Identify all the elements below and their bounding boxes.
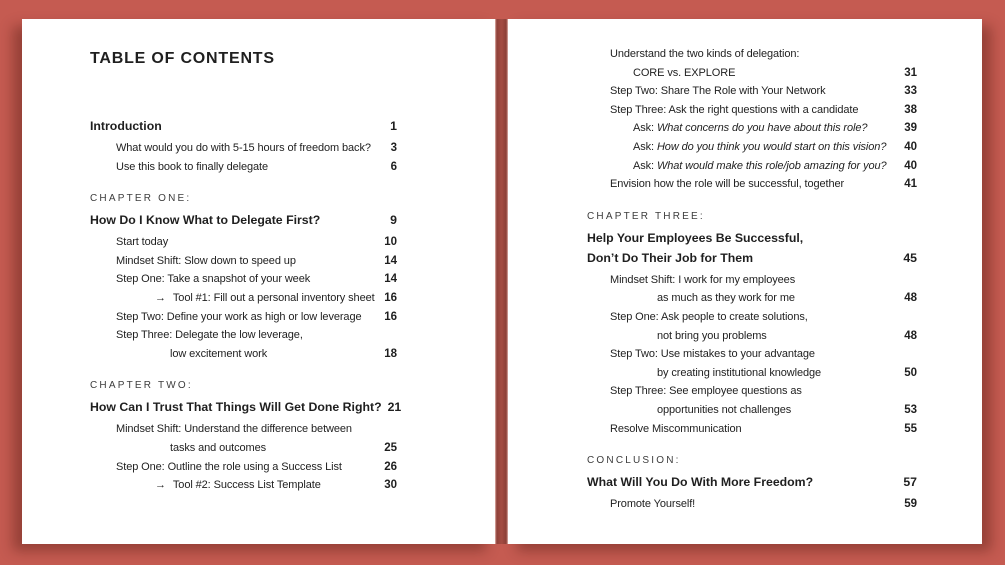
toc-entry-text bbox=[116, 139, 371, 158]
toc-entry-label: CHAPTER THREE: bbox=[587, 210, 705, 222]
toc-entry-text bbox=[633, 64, 735, 83]
toc-entry bbox=[90, 252, 397, 271]
toc-entry bbox=[587, 472, 917, 492]
toc-entry-label: Use this book to finally delegate bbox=[116, 160, 269, 173]
toc-entry-label: What Will You Do With More Freedom? bbox=[587, 475, 814, 490]
toc-entry-label: Resolve Miscommunication bbox=[610, 422, 742, 435]
toc-page-number: 10 bbox=[384, 236, 397, 249]
toc-page-right bbox=[508, 19, 982, 544]
toc-entry bbox=[587, 101, 917, 120]
toc-entry-label: Don’t Do Their Job for Them bbox=[587, 250, 754, 265]
toc-entry-text bbox=[90, 376, 193, 395]
toc-entry bbox=[587, 45, 917, 64]
toc-entry bbox=[587, 364, 917, 383]
toc-entry bbox=[90, 139, 397, 158]
toc-entry bbox=[587, 345, 917, 364]
toc-entry-label: What concerns do you have about this role? bbox=[656, 122, 868, 135]
toc-entry-text bbox=[90, 116, 162, 136]
toc-entry-text bbox=[90, 189, 191, 208]
toc-page-number: 50 bbox=[904, 366, 917, 379]
toc-entry-text bbox=[610, 495, 695, 514]
toc-entry-text bbox=[633, 119, 867, 138]
toc-entry bbox=[90, 439, 397, 458]
toc-entry-text bbox=[610, 345, 815, 364]
toc-entry-text bbox=[610, 420, 741, 439]
toc-entry-label: Envision how the role will be successful, together bbox=[610, 178, 845, 191]
toc-entry-label: Start today bbox=[116, 236, 169, 249]
toc-entry-label: Mindset Shift: Slow down to speed up bbox=[116, 254, 296, 267]
toc-page-number: 33 bbox=[904, 85, 917, 98]
toc-page-number: 48 bbox=[904, 292, 917, 305]
toc-page-number: 16 bbox=[384, 291, 397, 304]
toc-entry bbox=[90, 158, 397, 177]
toc-entry-label: opportunities not challenges bbox=[657, 403, 792, 416]
toc-entry-label: Promote Yourself! bbox=[610, 498, 696, 511]
toc-entry-text bbox=[657, 327, 767, 346]
toc-entry-label: Step One: Ask people to create solutions, bbox=[610, 310, 808, 323]
toc-entry-text bbox=[610, 175, 844, 194]
toc-entry-label: not bring you problems bbox=[657, 329, 767, 342]
toc-entry-text bbox=[90, 397, 382, 417]
toc-entry-text bbox=[610, 271, 795, 290]
toc-entry-text bbox=[587, 207, 705, 226]
toc-entry-text bbox=[657, 289, 795, 308]
toc-entry bbox=[90, 458, 397, 477]
toc-entry-label: How Do I Know What to Delegate First? bbox=[90, 213, 321, 228]
toc-entry bbox=[587, 420, 917, 439]
arrow-right-icon: → bbox=[155, 479, 166, 492]
ask-prefix: Ask: bbox=[633, 140, 657, 153]
toc-entry-text bbox=[116, 252, 296, 271]
toc-entry bbox=[90, 210, 397, 230]
toc-section-label bbox=[587, 207, 917, 226]
toc-entry-label: Step Two: Share The Role with Your Network bbox=[610, 85, 826, 98]
toc-entry-label: What would you do with 5-15 hours of freedom back? bbox=[116, 142, 371, 154]
toc-entry bbox=[90, 116, 397, 136]
toc-page-number: 55 bbox=[904, 422, 917, 435]
toc-page-number: 9 bbox=[390, 213, 397, 228]
toc-entry-text bbox=[116, 158, 268, 177]
toc-entry bbox=[587, 289, 917, 308]
toc-entry-text bbox=[90, 210, 320, 230]
toc-entry-label: Mindset Shift: I work for my employees bbox=[610, 273, 796, 286]
toc-section-label bbox=[90, 189, 397, 208]
toc-entry-text bbox=[587, 472, 813, 492]
toc-entry-label: Step One: Outline the role using a Success List bbox=[116, 460, 342, 473]
toc-page-number: 59 bbox=[904, 498, 917, 511]
ask-prefix: Ask: bbox=[633, 122, 657, 135]
toc-page-number: 26 bbox=[384, 460, 397, 473]
toc-entry-text bbox=[610, 308, 808, 327]
toc-entry-text bbox=[116, 420, 352, 439]
toc-entry bbox=[587, 82, 917, 101]
toc-entry-text bbox=[116, 308, 361, 327]
ask-prefix: Ask: bbox=[633, 159, 657, 172]
toc-entry bbox=[90, 233, 397, 252]
page-title: TABLE OF CONTENTS bbox=[90, 50, 275, 67]
toc-page-number: 18 bbox=[384, 347, 397, 360]
toc-entry-text bbox=[170, 345, 267, 364]
toc-page-number: 1 bbox=[390, 119, 397, 133]
toc-entry bbox=[587, 138, 917, 157]
toc-entry-text bbox=[657, 364, 821, 383]
toc-page-number: 6 bbox=[390, 160, 397, 173]
toc-entry-label: Step Two: Use mistakes to your advantage bbox=[610, 348, 815, 361]
toc-entry-label: Tool #1: Fill out a personal inventory sheet bbox=[172, 291, 375, 304]
toc-entry-label: Understand the two kinds of delegation: bbox=[610, 48, 800, 60]
toc-section-label bbox=[90, 376, 397, 395]
toc-list-right bbox=[587, 45, 917, 514]
toc-entry bbox=[90, 289, 397, 308]
toc-entry-label: What would make this role/job amazing for you? bbox=[656, 159, 887, 172]
toc-page-number: 38 bbox=[904, 103, 917, 116]
toc-entry bbox=[587, 157, 917, 176]
toc-entry-label: Introduction bbox=[90, 119, 162, 133]
toc-entry bbox=[587, 495, 917, 514]
toc-entry-label: low excitement work bbox=[170, 347, 268, 360]
toc-entry-text bbox=[587, 248, 753, 268]
toc-entry-text bbox=[610, 82, 826, 101]
toc-entry-text bbox=[610, 101, 858, 120]
toc-page-number: 40 bbox=[904, 140, 917, 153]
toc-page-number: 21 bbox=[387, 400, 402, 415]
toc-entry-label: CHAPTER TWO: bbox=[90, 380, 193, 392]
toc-entry-label: How do you think you would start on this vision? bbox=[656, 140, 887, 153]
toc-page-number: 45 bbox=[903, 250, 917, 265]
toc-section-label bbox=[587, 451, 917, 470]
toc-entry-label: CORE vs. EXPLORE bbox=[633, 66, 736, 79]
toc-page-number: 53 bbox=[904, 403, 917, 416]
toc-entry bbox=[90, 397, 402, 417]
toc-page-left bbox=[22, 19, 495, 544]
toc-entry-text bbox=[633, 138, 886, 157]
toc-page-number: 39 bbox=[904, 122, 917, 135]
toc-list-left bbox=[90, 116, 402, 495]
toc-entry-label: Help Your Employees Be Successful, bbox=[587, 230, 804, 245]
toc-page-number: 57 bbox=[903, 475, 917, 490]
toc-entry bbox=[587, 64, 917, 83]
toc-entry-text bbox=[116, 326, 303, 345]
book-spine bbox=[495, 19, 508, 544]
toc-entry-text bbox=[116, 233, 168, 252]
toc-entry-label: Step Two: Define your work as high or low leverage bbox=[116, 310, 362, 323]
toc-entry-text bbox=[633, 157, 887, 176]
toc-entry-label: CHAPTER ONE: bbox=[90, 193, 192, 205]
toc-entry-label: How Can I Trust That Things Will Get Done Right? bbox=[90, 400, 382, 415]
toc-entry bbox=[587, 175, 917, 194]
toc-page-number: 40 bbox=[904, 159, 917, 172]
toc-page-number: 3 bbox=[390, 142, 397, 154]
toc-entry bbox=[90, 476, 397, 495]
toc-entry-text bbox=[116, 458, 342, 477]
toc-entry-text bbox=[610, 45, 799, 64]
toc-entry bbox=[587, 401, 917, 420]
toc-entry-label: tasks and outcomes bbox=[170, 441, 267, 454]
toc-page-number: 48 bbox=[904, 329, 917, 342]
toc-page-number: 16 bbox=[384, 310, 397, 323]
toc-entry-label: Tool #2: Success List Template bbox=[172, 479, 321, 492]
toc-entry bbox=[90, 308, 397, 327]
toc-page-number: 25 bbox=[384, 441, 397, 454]
toc-entry-label: Mindset Shift: Understand the difference between bbox=[116, 423, 352, 436]
toc-entry bbox=[90, 326, 397, 345]
toc-page-number: 30 bbox=[384, 479, 397, 492]
toc-entry-text bbox=[657, 401, 791, 420]
toc-entry-label: Step Three: Delegate the low leverage, bbox=[116, 329, 303, 342]
toc-entry-label: by creating institutional knowledge bbox=[657, 366, 822, 379]
toc-entry-label: Step One: Take a snapshot of your week bbox=[116, 273, 311, 286]
toc-entry-label: CONCLUSION: bbox=[587, 455, 681, 467]
toc-page-number: 31 bbox=[904, 66, 917, 79]
toc-entry-text bbox=[610, 382, 802, 401]
toc-entry bbox=[587, 271, 917, 290]
toc-entry-label: Step Three: See employee questions as bbox=[610, 385, 802, 398]
toc-page-number: 14 bbox=[384, 273, 397, 286]
toc-entry bbox=[587, 248, 917, 268]
toc-entry-text bbox=[170, 439, 266, 458]
toc-entry-text bbox=[587, 451, 681, 470]
toc-entry-text bbox=[155, 476, 321, 495]
toc-entry bbox=[587, 327, 917, 346]
toc-entry-text bbox=[155, 289, 375, 308]
toc-entry bbox=[587, 228, 917, 248]
toc-page-number: 14 bbox=[384, 254, 397, 267]
toc-entry-text bbox=[116, 270, 310, 289]
toc-entry bbox=[90, 270, 397, 289]
toc-entry bbox=[587, 382, 917, 401]
toc-entry bbox=[587, 308, 917, 327]
arrow-right-icon: → bbox=[155, 291, 166, 304]
toc-entry bbox=[90, 420, 397, 439]
toc-entry-label: as much as they work for me bbox=[657, 292, 795, 305]
toc-entry bbox=[587, 119, 917, 138]
toc-entry-label: Step Three: Ask the right questions with a candidate bbox=[610, 103, 859, 116]
toc-entry-text bbox=[587, 228, 803, 248]
toc-page-number: 41 bbox=[904, 178, 917, 191]
toc-entry bbox=[90, 345, 397, 364]
